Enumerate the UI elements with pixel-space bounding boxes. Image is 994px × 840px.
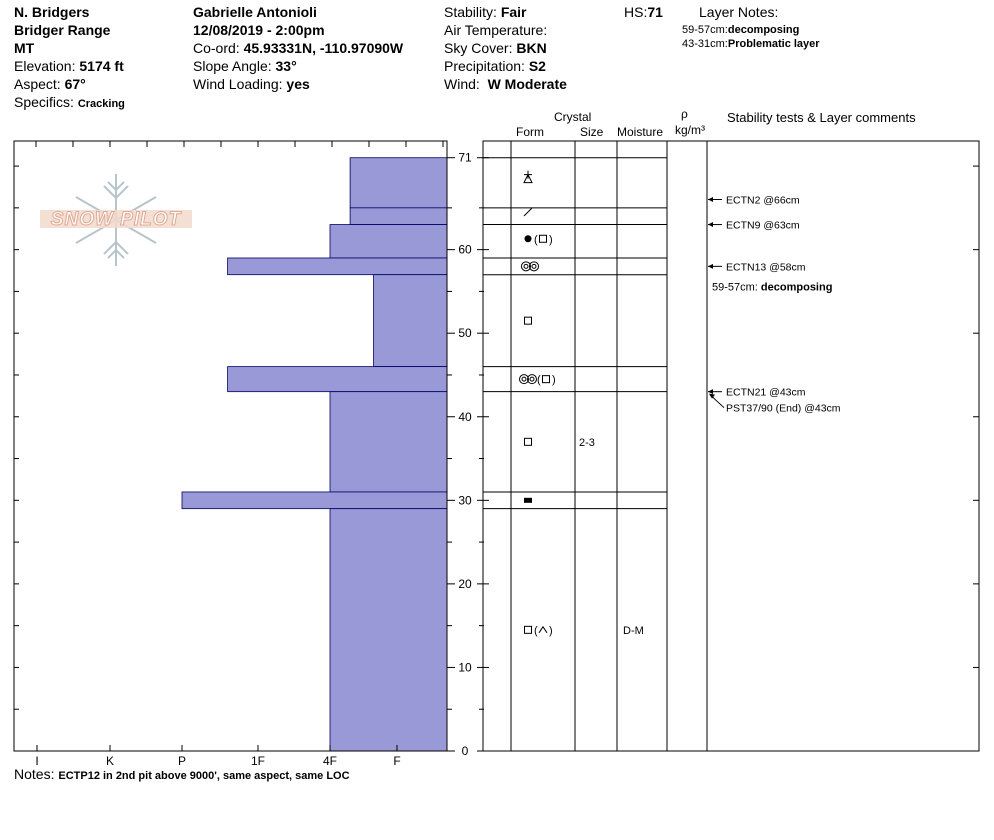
paren-open: ( bbox=[534, 624, 538, 637]
facet-symbol bbox=[543, 376, 550, 383]
test-arrow-head bbox=[708, 389, 713, 394]
test-arrow-head bbox=[708, 264, 713, 269]
slope-angle: Slope Angle: 33° bbox=[193, 58, 297, 74]
paren-open: ( bbox=[537, 374, 541, 387]
stability-test-label: ECTN2 @66cm bbox=[726, 194, 800, 207]
layer-note-2: 43-31cm:Problematic layer bbox=[682, 38, 820, 50]
crystal-form-new-snow bbox=[524, 171, 532, 183]
facet-symbol bbox=[540, 235, 547, 242]
hardness-bar bbox=[374, 275, 447, 367]
col-moisture: Moisture bbox=[617, 125, 664, 139]
col-density-unit: kg/m³ bbox=[675, 123, 705, 137]
hardness-bar bbox=[350, 158, 447, 208]
col-crystal: Crystal bbox=[554, 110, 592, 124]
hs-value: HS:71 bbox=[624, 4, 663, 20]
stability-test-label: PST37/90 (End) @43cm bbox=[726, 402, 841, 415]
rounded-symbol bbox=[525, 235, 532, 242]
height-tick-label: 10 bbox=[458, 660, 472, 675]
hardness-bar bbox=[228, 367, 447, 392]
location-name: N. Bridgers bbox=[14, 4, 90, 20]
col-form: Form bbox=[516, 125, 544, 139]
facet-symbol bbox=[525, 626, 532, 633]
decomposing-symbol bbox=[524, 208, 532, 216]
crystal-form-ice-layer bbox=[524, 498, 532, 503]
specifics: Specifics: Cracking bbox=[14, 94, 125, 110]
melt-symbol-inner bbox=[532, 264, 536, 268]
crystal-form-faceted bbox=[525, 317, 532, 324]
profile-panel-frame bbox=[483, 141, 979, 751]
height-tick-label: 60 bbox=[458, 242, 472, 257]
hardness-tick-label: F bbox=[393, 754, 401, 768]
height-tick-label: 20 bbox=[458, 576, 472, 591]
hardness-tick-label: I bbox=[35, 754, 39, 768]
stability-test bbox=[708, 194, 800, 206]
ice-symbol bbox=[524, 498, 532, 503]
hardness-tick-label: 4F bbox=[322, 754, 338, 768]
range-name: Bridger Range bbox=[14, 22, 111, 38]
hardness-bar bbox=[228, 258, 447, 275]
stability-test bbox=[708, 261, 806, 273]
height-tick-label: 50 bbox=[458, 326, 472, 341]
stability-test-label: ECTN9 @63cm bbox=[726, 219, 800, 232]
hardness-bar bbox=[350, 208, 447, 225]
crystal-form-faceted bbox=[525, 437, 595, 449]
melt-symbol-inner bbox=[530, 377, 534, 381]
wind: Wind: W Moderate bbox=[444, 76, 567, 92]
layer-notes-title: Layer Notes: bbox=[699, 4, 779, 20]
aspect: Aspect: 67° bbox=[14, 76, 86, 92]
stability: Stability: Fair bbox=[444, 4, 527, 20]
hardness-tick-label: P bbox=[177, 754, 187, 768]
stability-test bbox=[708, 387, 806, 399]
col-rho: ρ bbox=[681, 107, 688, 121]
sky-cover: Sky Cover: BKN bbox=[444, 40, 547, 56]
crystal-form-melt-faceted bbox=[520, 374, 556, 386]
crystal-form-faceted-depth-hoar bbox=[525, 625, 644, 637]
test-arrow-head bbox=[708, 222, 713, 227]
crystal-size: 2-3 bbox=[579, 436, 595, 449]
logo-text: SNOW PILOT bbox=[50, 209, 182, 230]
col-stability-comments: Stability tests & Layer comments bbox=[727, 110, 916, 125]
hardness-bar bbox=[330, 392, 447, 492]
paren-open: ( bbox=[534, 233, 538, 246]
melt-symbol-inner bbox=[524, 264, 528, 268]
air-temperature: Air Temperature: bbox=[444, 22, 548, 38]
state-name: MT bbox=[14, 40, 35, 56]
elevation: Elevation: 5174 ft bbox=[14, 58, 124, 74]
layer-comment: 59-57cm: decomposing bbox=[712, 281, 833, 294]
facet-symbol bbox=[525, 317, 532, 324]
facet-symbol bbox=[525, 438, 532, 445]
crystal-form-rounded-faceted bbox=[525, 234, 553, 246]
paren-close: ) bbox=[549, 624, 553, 637]
height-tick-label: 71 bbox=[458, 150, 472, 165]
height-tick-label: 30 bbox=[458, 493, 472, 508]
stability-test bbox=[708, 220, 800, 232]
paren-close: ) bbox=[549, 233, 553, 246]
date-time: 12/08/2019 - 2:00pm bbox=[193, 22, 325, 38]
test-arrow-head bbox=[708, 197, 713, 202]
wind-loading: Wind Loading: yes bbox=[193, 76, 310, 92]
hardness-tick-label: K bbox=[105, 754, 115, 768]
notes: Notes: ECTP12 in 2nd pit above 9000', same aspect, same LOC bbox=[14, 766, 350, 782]
new-snow-cross bbox=[524, 171, 532, 179]
hardness-bar bbox=[182, 492, 447, 509]
height-tick-label: 40 bbox=[458, 409, 472, 424]
coordinates: Co-ord: 45.93331N, -110.97090W bbox=[193, 40, 404, 56]
hardness-bar bbox=[330, 509, 447, 751]
observer-name: Gabrielle Antonioli bbox=[193, 4, 317, 20]
col-size: Size bbox=[580, 125, 604, 139]
moisture-value: D-M bbox=[623, 624, 644, 637]
hardness-bar bbox=[330, 225, 447, 258]
melt-symbol-inner bbox=[522, 377, 526, 381]
layer-note-1: 59-57cm:decomposing bbox=[682, 24, 800, 36]
paren-close: ) bbox=[552, 374, 556, 387]
stability-test-label: ECTN13 @58cm bbox=[726, 261, 806, 274]
hardness-tick-label: 1F bbox=[250, 754, 266, 768]
precipitation: Precipitation: S2 bbox=[444, 58, 546, 74]
depth-hoar-symbol bbox=[539, 627, 547, 633]
crystal-form-decomposing bbox=[524, 208, 532, 216]
crystal-form-melt-forms bbox=[522, 262, 539, 271]
height-tick-label: 0 bbox=[461, 744, 469, 758]
stability-test-label: ECTN21 @43cm bbox=[726, 386, 806, 399]
